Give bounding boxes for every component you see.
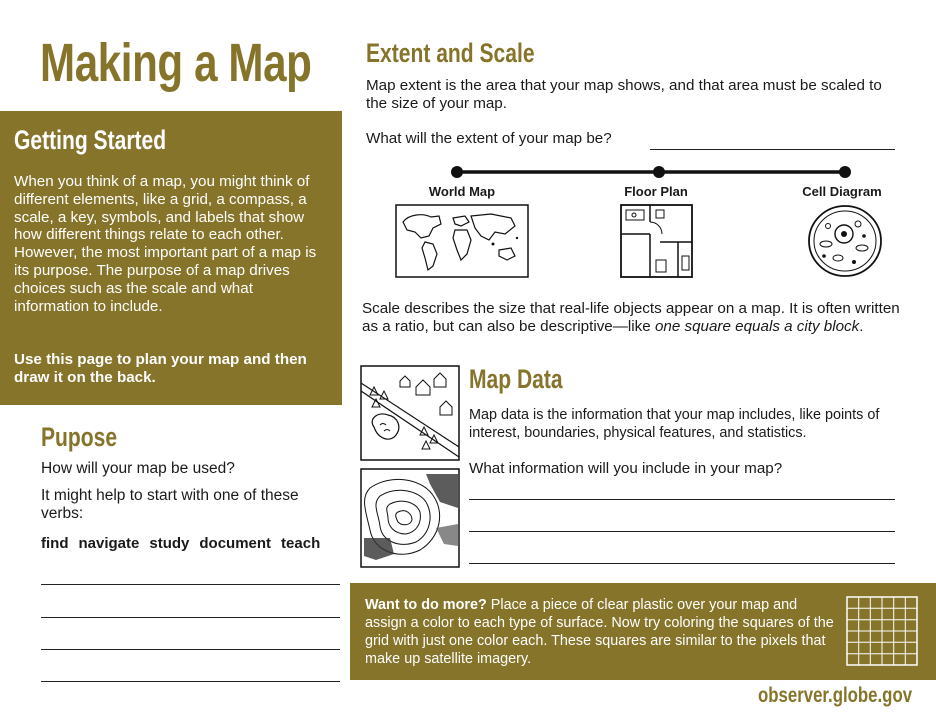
purpose-question: How will your map be used? (41, 460, 235, 477)
extent-body: Map extent is the area that your map shows, and that area must be scaled to the size of your map. (366, 77, 882, 112)
purpose-heading: Pupose (41, 422, 118, 452)
getting-started-heading: Getting Started (14, 125, 167, 155)
getting-started-body: When you think of a map, you might think of different elements, like a grid, a compass, a scale, a key, symbols, and labels that show how different things relate to each other. However, the most important part of a map is its purpose. The purpose of a map drives choices such as the scale and what information to include. (14, 173, 317, 315)
topographic-map-icon (360, 468, 460, 568)
scale-label-cell-diagram: Cell Diagram (802, 184, 882, 199)
scale-description-text: Scale describes the size that real-life objects appear on a map. It is often written as a ratio, but can also be descriptive—like (362, 300, 900, 335)
verb-item: study (149, 535, 190, 552)
scale-spectrum (440, 162, 860, 184)
footer-url[interactable]: observer.globe.gov (758, 684, 913, 707)
getting-started-call-to-action: Use this page to plan your map and then draw it on the back. (14, 351, 307, 386)
map-data-answer-line[interactable] (469, 531, 895, 532)
cell-diagram-icon (806, 204, 884, 278)
map-data-question: What information will you include in your map? (469, 460, 783, 477)
town-map-icon (360, 365, 460, 461)
scale-description-example: one square equals a city block (654, 318, 860, 335)
purpose-answer-line[interactable] (41, 649, 340, 650)
purpose-answer-line[interactable] (41, 617, 340, 618)
want-more-panel (350, 583, 936, 680)
extent-answer-line[interactable] (650, 149, 895, 150)
purpose-hint: It might help to start with one of these verbs: (41, 487, 299, 522)
scale-description-end: . (859, 318, 864, 335)
want-more-text (365, 596, 835, 668)
scale-description (362, 300, 902, 336)
verb-item: teach (281, 535, 321, 552)
map-data-answer-line[interactable] (469, 563, 895, 564)
verb-item: navigate (78, 535, 140, 552)
world-map-icon (395, 204, 529, 278)
floor-plan-icon (620, 204, 694, 278)
purpose-answer-line[interactable] (41, 584, 340, 585)
want-more-lead: Want to do more? (365, 597, 487, 613)
map-data-answer-line[interactable] (469, 499, 895, 500)
verb-list (41, 535, 320, 552)
extent-question: What will the extent of your map be? (366, 130, 612, 147)
getting-started-panel (0, 111, 342, 405)
purpose-answer-line[interactable] (41, 681, 340, 682)
want-more-body: Place a piece of clear plastic over your map and assign a color to each type of surface. Now try coloring the squares of the grid with just one color each. These squares are similar to the pixels that make up satellite imagery. (365, 597, 834, 667)
pixel-grid-icon (846, 596, 918, 666)
verb-item: document (199, 535, 272, 552)
extent-scale-heading: Extent and Scale (366, 38, 535, 68)
scale-label-floor-plan: Floor Plan (624, 184, 688, 199)
page-title: Making a Map (40, 33, 312, 93)
map-data-body: Map data is the information that your map includes, like points of interest, boundaries, physical features, and statistics. (469, 407, 880, 441)
scale-label-world-map: World Map (428, 184, 496, 199)
verb-item: find (41, 535, 69, 552)
map-data-heading: Map Data (469, 364, 563, 394)
